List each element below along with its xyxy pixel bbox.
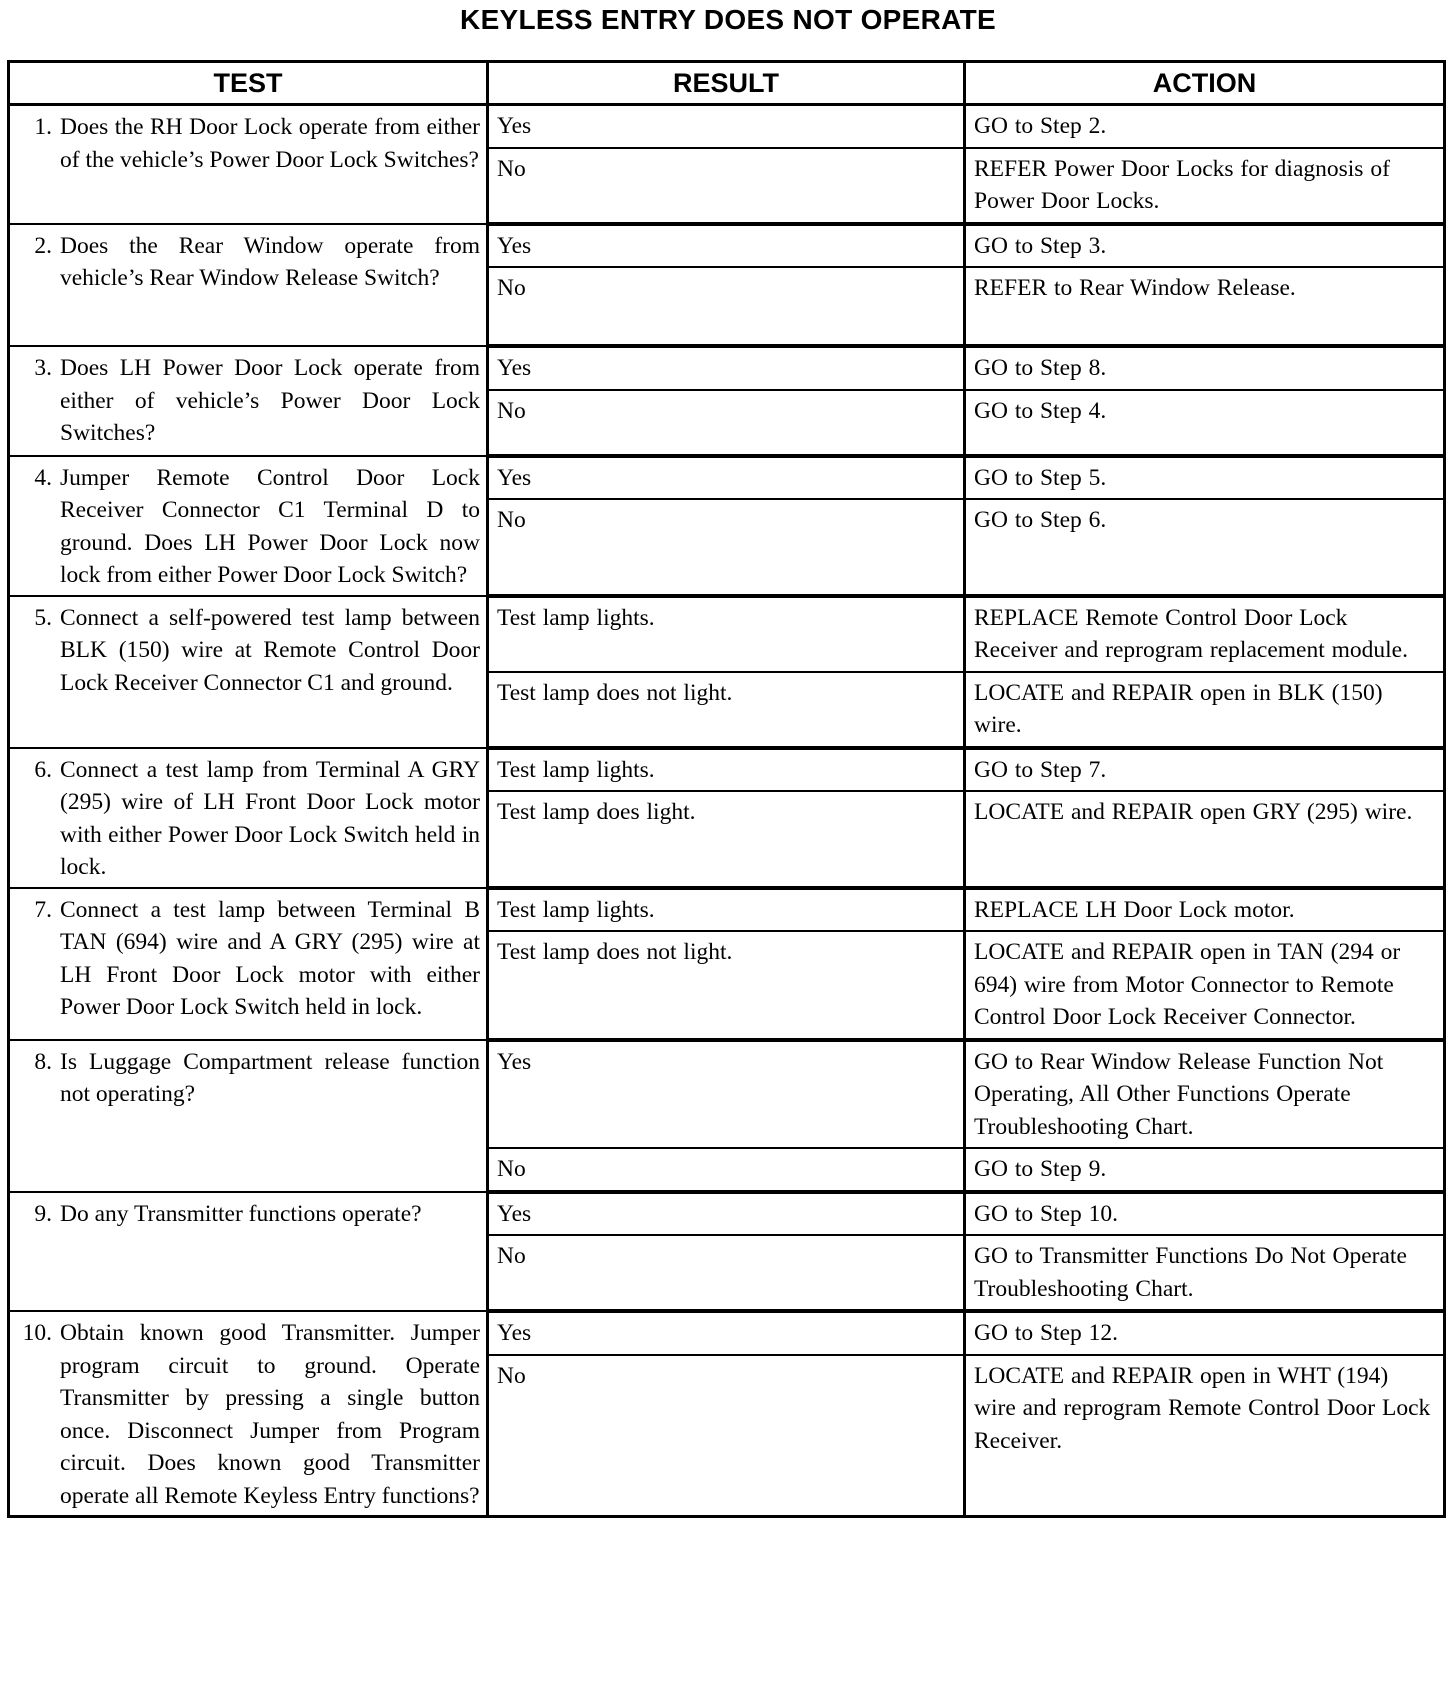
result-cell: Test lamp does not light.: [488, 672, 965, 748]
step-number: 2.: [34, 232, 52, 259]
test-text: Jumper Remote Control Door Lock Receiver Connector C1 Terminal D to ground. Does LH Power Door Lock now lock from either Power Door Lock Switch?: [60, 464, 480, 588]
test-cell: [9, 346, 488, 456]
troubleshooting-table: [7, 60, 1446, 1518]
test-text: Connect a test lamp from Terminal A GRY (295) wire of LH Front Door Lock motor with either Power Door Lock Switch held in lock.: [60, 756, 480, 880]
result-cell: Test lamp does not light.: [488, 931, 965, 1040]
result-cell: Yes: [488, 1192, 965, 1236]
step-row: [9, 748, 1445, 792]
action-cell: LOCATE and REPAIR open in TAN (294 or 694) wire from Motor Connector to Remote Control Door Lock Receiver Connector.: [965, 931, 1445, 1040]
action-cell: GO to Step 12.: [965, 1311, 1445, 1355]
result-cell: No: [488, 499, 965, 596]
action-cell: LOCATE and REPAIR open in WHT (194) wire and reprogram Remote Control Door Lock Receiver.: [965, 1355, 1445, 1517]
step-row: [9, 224, 1445, 268]
action-cell: LOCATE and REPAIR open GRY (295) wire.: [965, 791, 1445, 888]
action-cell: REFER Power Door Locks for diagnosis of Power Door Locks.: [965, 148, 1445, 224]
result-cell: Yes: [488, 1040, 965, 1149]
test-text: Do any Transmitter functions operate?: [60, 1200, 422, 1227]
test-text: Is Luggage Compartment release function not operating?: [60, 1048, 480, 1107]
action-cell: GO to Rear Window Release Function Not Operating, All Other Functions Operate Troubleshooting Chart.: [965, 1040, 1445, 1149]
action-cell: GO to Step 9.: [965, 1148, 1445, 1192]
result-cell: Yes: [488, 224, 965, 268]
test-cell: [9, 105, 488, 224]
step-row: [9, 888, 1445, 932]
result-cell: Yes: [488, 105, 965, 148]
header-action: ACTION: [965, 62, 1445, 105]
test-text: Connect a self-powered test lamp between BLK (150) wire at Remote Control Door Lock Receiver Connector C1 and ground.: [60, 604, 480, 696]
test-cell: [9, 224, 488, 347]
step-number: 8.: [34, 1048, 52, 1075]
header-row: [9, 62, 1445, 105]
result-cell: Yes: [488, 346, 965, 390]
step-number: 5.: [34, 604, 52, 631]
step-row: [9, 346, 1445, 390]
test-cell: [9, 1040, 488, 1192]
result-cell: No: [488, 1235, 965, 1311]
test-text: Connect a test lamp between Terminal B TAN (694) wire and A GRY (295) wire at LH Front Door Lock motor with either Power Door Lock Switch held in lock.: [60, 896, 480, 1020]
action-cell: REPLACE Remote Control Door Lock Receiver and reprogram replacement module.: [965, 596, 1445, 672]
test-cell: [9, 1311, 488, 1517]
step-row: [9, 456, 1445, 500]
test-cell: [9, 1192, 488, 1312]
result-cell: Test lamp does light.: [488, 791, 965, 888]
step-number: 9.: [34, 1200, 52, 1227]
header-result: RESULT: [488, 62, 965, 105]
result-cell: No: [488, 267, 965, 346]
action-cell: REFER to Rear Window Release.: [965, 267, 1445, 346]
test-cell: [9, 596, 488, 748]
step-number: 1.: [34, 114, 52, 140]
action-cell: REPLACE LH Door Lock motor.: [965, 888, 1445, 932]
action-cell: GO to Step 6.: [965, 499, 1445, 596]
action-cell: GO to Step 2.: [965, 105, 1445, 148]
step-row: [9, 1040, 1445, 1149]
step-number: 6.: [34, 756, 52, 783]
result-cell: Yes: [488, 456, 965, 500]
action-cell: LOCATE and REPAIR open in BLK (150) wire.: [965, 672, 1445, 748]
action-cell: GO to Step 3.: [965, 224, 1445, 268]
result-cell: Test lamp lights.: [488, 888, 965, 932]
action-cell: GO to Step 7.: [965, 748, 1445, 792]
action-cell: GO to Transmitter Functions Do Not Operate Troubleshooting Chart.: [965, 1235, 1445, 1311]
step-number: 3.: [34, 355, 52, 381]
result-cell: No: [488, 148, 965, 224]
step-row: [9, 1311, 1445, 1355]
page-title: KEYLESS ENTRY DOES NOT OPERATE: [460, 4, 996, 35]
test-text: Does the Rear Window operate from vehicle’s Rear Window Release Switch?: [60, 232, 480, 291]
step-number: 10.: [22, 1320, 52, 1346]
action-cell: GO to Step 8.: [965, 346, 1445, 390]
result-cell: No: [488, 1148, 965, 1192]
test-cell: [9, 888, 488, 1040]
result-cell: No: [488, 1355, 965, 1517]
result-cell: Test lamp lights.: [488, 596, 965, 672]
step-number: 4.: [34, 464, 52, 491]
test-text: Does the RH Door Lock operate from either of the vehicle’s Power Door Lock Switches?: [60, 114, 480, 173]
action-cell: GO to Step 10.: [965, 1192, 1445, 1236]
step-number: 7.: [34, 896, 52, 923]
action-cell: GO to Step 5.: [965, 456, 1445, 500]
step-row: [9, 1192, 1445, 1236]
test-text: Obtain known good Transmitter. Jumper program circuit to ground. Operate Transmitter by pressing a single button once. Disconnect Jumper from Program circuit. Does known good Transmitter operate all Remote Keyless Entry functions?: [60, 1320, 480, 1509]
step-row: [9, 596, 1445, 672]
header-test: TEST: [9, 62, 488, 105]
test-text: Does LH Power Door Lock operate from either of vehicle’s Power Door Lock Switches?: [60, 355, 480, 446]
test-cell: [9, 748, 488, 888]
test-cell: [9, 456, 488, 596]
result-cell: Test lamp lights.: [488, 748, 965, 792]
result-cell: Yes: [488, 1311, 965, 1355]
action-cell: GO to Step 4.: [965, 390, 1445, 456]
step-row: [9, 105, 1445, 148]
result-cell: No: [488, 390, 965, 456]
